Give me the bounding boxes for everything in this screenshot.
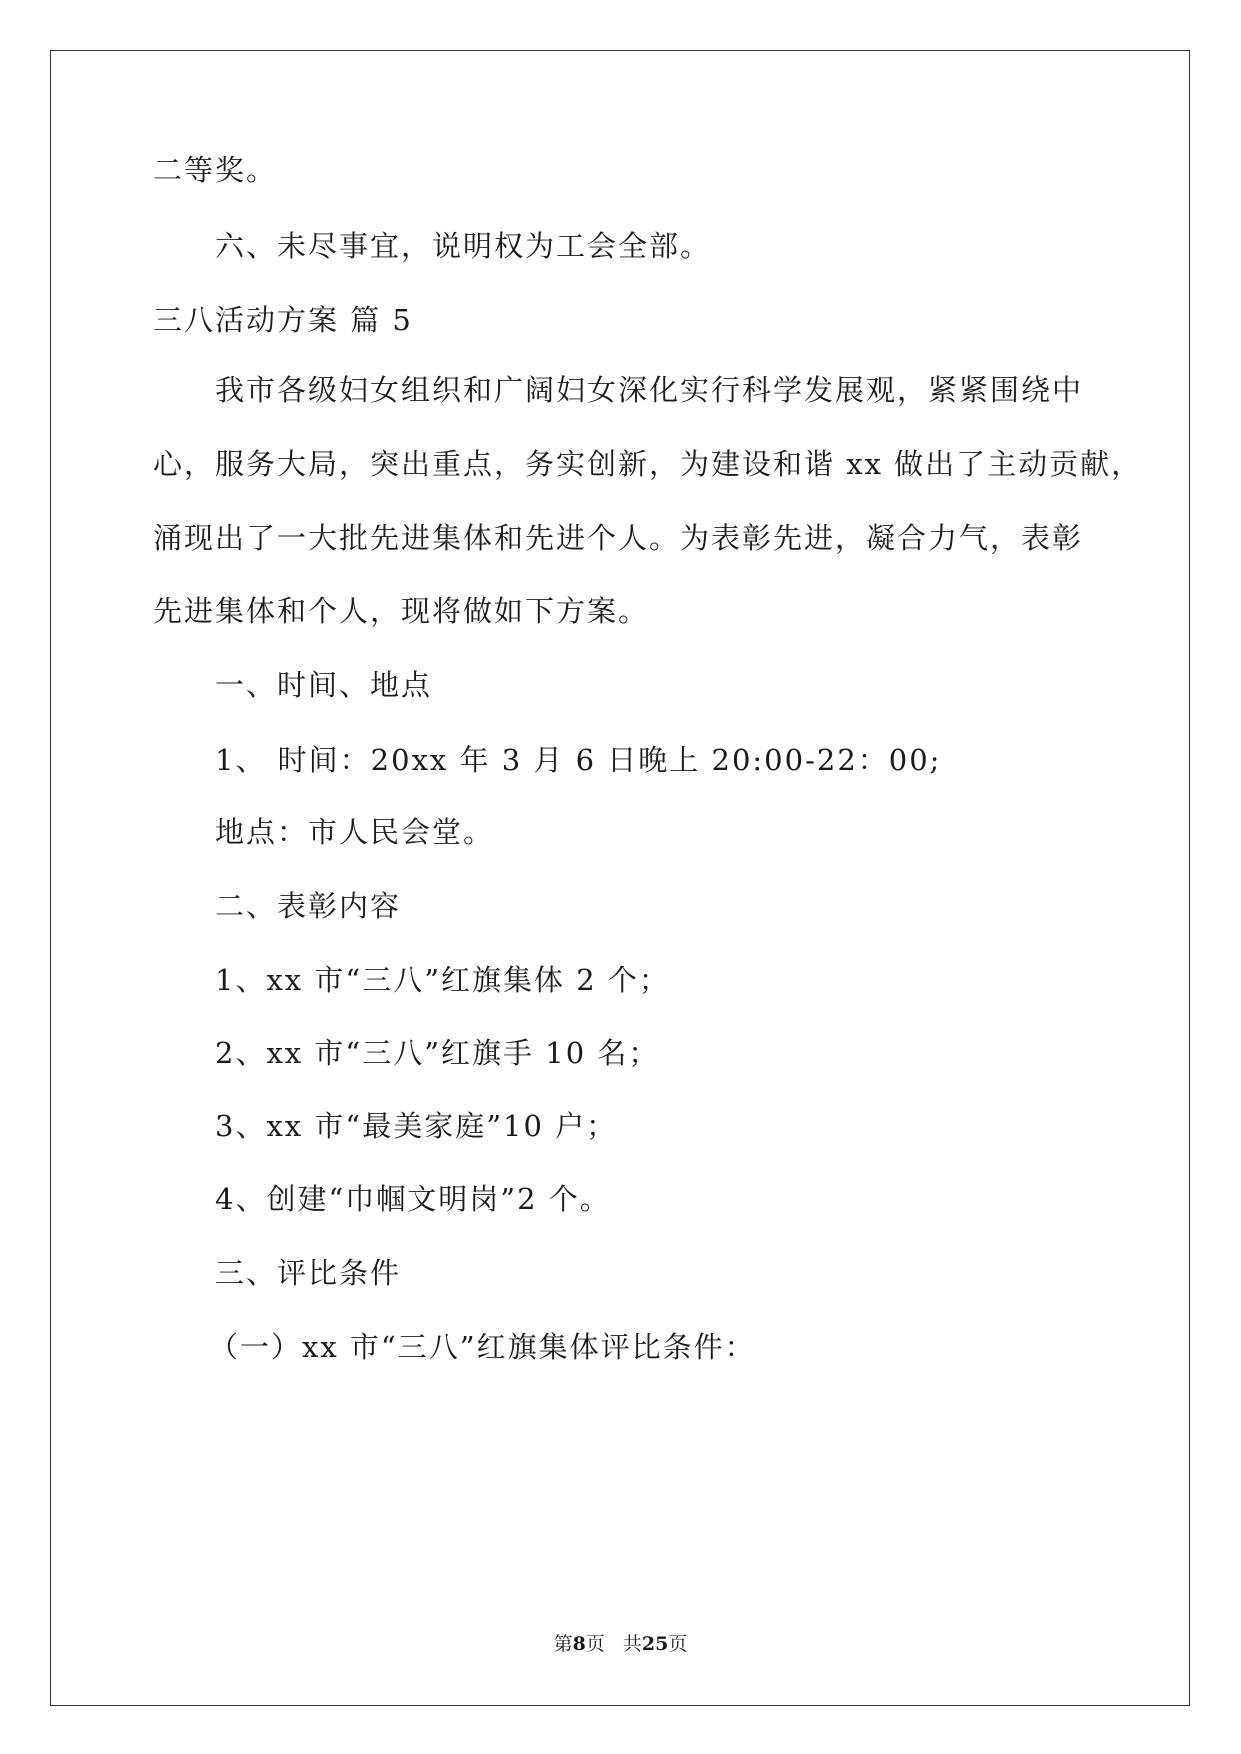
page-footer xyxy=(0,1632,1241,1656)
text-line: 六、未尽事宜，说明权为工会全部。 xyxy=(215,229,712,263)
footer-total-suffix: 页 xyxy=(668,1633,688,1655)
section-heading: 三八活动方案 篇 5 xyxy=(153,303,413,337)
footer-total-prefix: 共 xyxy=(622,1633,642,1655)
footer-page-prefix: 第 xyxy=(553,1633,573,1655)
text-line: 心，服务大局，突出重点，务实创新，为建设和谐 xx 做出了主动贡献， xyxy=(153,447,1143,481)
text-line: 涌现出了一大批先进集体和先进个人。为表彰先进，凝合力气，表彰 xyxy=(153,521,1084,555)
text-line: 先进集体和个人，现将做如下方案。 xyxy=(153,594,650,628)
text-line: 地点：市人民会堂。 xyxy=(215,815,495,849)
footer-page-suffix: 页 xyxy=(585,1633,605,1655)
footer-page-number: 8 xyxy=(572,1633,586,1655)
text-line: 3、xx 市“最美家庭”10 户； xyxy=(215,1109,618,1143)
text-line: 4、创建“巾帼文明岗”2 个。 xyxy=(215,1182,611,1216)
text-line: 三、评比条件 xyxy=(215,1256,402,1290)
text-line: 一、时间、地点 xyxy=(215,668,433,702)
text-line: 1、xx 市“三八”红旗集体 2 个； xyxy=(215,963,670,997)
text-line: 2、xx 市“三八”红旗手 10 名； xyxy=(215,1036,660,1070)
page-border xyxy=(50,50,1190,1706)
text-line: （一）xx 市“三八”红旗集体评比条件： xyxy=(209,1330,756,1364)
text-line: 我市各级妇女组织和广阔妇女深化实行科学发展观，紧紧围绕中 xyxy=(215,373,1084,407)
text-line: 二、表彰内容 xyxy=(215,889,402,923)
text-line: 1、 时间：20xx 年 3 月 6 日晚上 20:00-22：00; xyxy=(215,743,942,777)
text-line: 二等奖。 xyxy=(153,153,278,187)
footer-total-pages: 25 xyxy=(641,1633,669,1655)
